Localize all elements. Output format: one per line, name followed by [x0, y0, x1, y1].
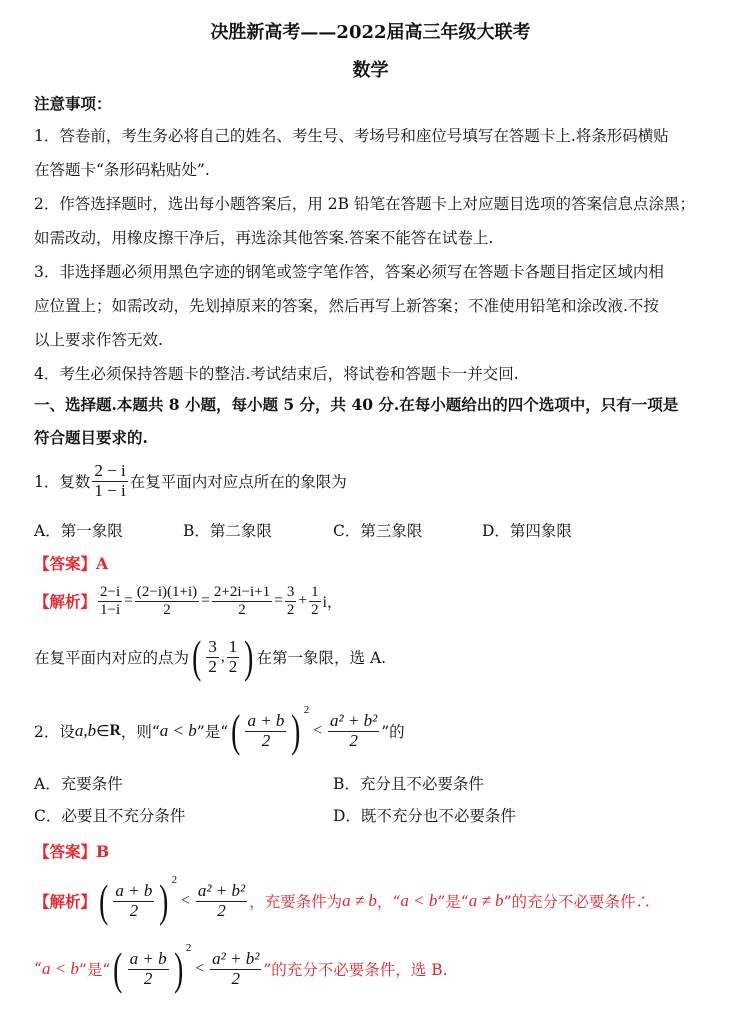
numerator: 2+2i−i+1	[213, 584, 271, 600]
notice-line: 应位置上；如需改动，先划掉原来的答案，然后再写上新答案；不准使用铅笔和涂改液.不按	[34, 297, 659, 315]
neq-expr: a ≠ b	[468, 891, 504, 910]
step-fraction	[212, 584, 272, 618]
numerator: (2−i)(1+i)	[136, 584, 198, 600]
rhs-fraction	[328, 712, 379, 750]
numerator: 2 − i	[94, 461, 126, 480]
answer-label: 【答案】B	[34, 842, 110, 861]
comma: ,	[220, 648, 225, 665]
step-fraction	[309, 584, 321, 618]
denominator: 2	[311, 601, 319, 618]
lhs-fraction	[113, 882, 154, 920]
numerator: 1	[311, 584, 319, 600]
denominator: 2	[143, 968, 153, 988]
denominator: 2	[349, 730, 358, 750]
exponent: 2	[171, 874, 178, 886]
equals: =	[274, 592, 283, 609]
denominator: 2	[129, 900, 139, 920]
q1-prefix: 1．复数	[34, 473, 91, 492]
q1-suffix: 在复平面内对应点所在的象限为	[129, 473, 347, 492]
equals: =	[201, 592, 210, 609]
analysis-label: 【解析】	[34, 592, 97, 611]
section-heading: 符合题目要求的.	[34, 428, 148, 447]
step-fraction	[98, 584, 122, 618]
mid: ”是“	[196, 723, 229, 741]
denominator: 2	[228, 656, 238, 676]
denominator: 2	[231, 968, 240, 988]
end: ”的	[381, 723, 405, 741]
denominator: 2	[261, 730, 271, 750]
numerator: 3	[286, 584, 295, 600]
point-x	[206, 638, 219, 676]
page-title: 决胜新高考——2022届高三年级大联考	[210, 22, 531, 43]
option-b: B．第二象限	[183, 522, 272, 540]
numerator: a + b	[247, 710, 285, 730]
mid: ”是“	[78, 961, 111, 979]
analysis-label: 【解析】	[34, 892, 97, 911]
notice-line: 如需改动，用橡皮擦干净后，再选涂其他答案.答案不能答在试卷上.	[34, 229, 494, 247]
q1-fraction	[92, 462, 127, 500]
analysis-text: ”是“	[437, 893, 469, 911]
notice-line: 在答题卡“条形码粘贴处”.	[34, 161, 210, 179]
notice-line: 以上要求作答无效.	[34, 331, 163, 349]
numerator: a² + b²	[197, 880, 246, 900]
condition-1: a < b	[400, 891, 438, 910]
lhs-fraction	[128, 950, 169, 988]
paren-right: )	[173, 943, 183, 994]
condition-1: a < b	[159, 721, 197, 740]
paren-left: (	[99, 875, 109, 926]
numerator: 2−i	[100, 584, 121, 600]
q2-analysis	[34, 874, 651, 926]
option-c: C．第三象限	[333, 522, 423, 540]
less-than: <	[181, 892, 190, 909]
paren-left: (	[192, 631, 202, 682]
notice-line: 1．答卷前，考生务必将自己的姓名、考生号、考场号和座位号填写在答题卡上.将条形码横贴	[34, 127, 669, 145]
plus: +	[298, 592, 308, 609]
paren-right: )	[159, 875, 169, 926]
option-b: B．充分且不必要条件	[333, 775, 484, 793]
q1-analysis	[34, 584, 342, 618]
numerator: a + b	[129, 948, 167, 968]
exponent: 2	[185, 942, 192, 954]
sep: ，则“	[120, 723, 160, 741]
step-fraction	[285, 584, 297, 618]
denominator: 2	[238, 601, 246, 618]
numerator: a + b	[115, 880, 153, 900]
section-heading: 一、选择题.本题共 8 小题，每小题 5 分，共 40 分.在每小题给出的四个选项中，只有一项是	[34, 395, 679, 414]
less-than: <	[313, 722, 323, 739]
analysis-text: ”的充分不必要条件∴	[503, 893, 651, 911]
denominator: 1 − i	[94, 480, 126, 500]
numerator: 1	[228, 636, 238, 656]
paren-left: (	[231, 705, 241, 756]
q2-prefix: 2．设	[34, 723, 75, 741]
analysis-text: ，“	[376, 893, 401, 911]
less-than: <	[195, 960, 205, 977]
rhs-fraction	[196, 882, 247, 920]
notice-line: 2．作答选择题时，选出每小题答案后，用 2B 铅笔在答题卡上对应题目选项的答案信息点涂黑；	[34, 195, 695, 213]
option-c: C．必要且不充分条件	[34, 807, 186, 825]
condition-1: a < b	[41, 959, 79, 978]
notice-line: 3．非选择题必须用黑色字迹的钢笔或签字笔作答，答案必须写在答题卡各题目指定区域内相	[34, 263, 664, 281]
option-d: D．既不充分也不必要条件	[333, 807, 516, 825]
subject-title: 数学	[352, 60, 389, 81]
imag-suffix: i，	[322, 594, 343, 611]
denominator: 2	[217, 900, 226, 920]
option-a: A．第一象限	[34, 522, 123, 540]
conclusion-end: ”的充分不必要条件，选 B.	[263, 961, 448, 979]
question-2	[34, 704, 405, 756]
point-y	[227, 638, 240, 676]
lhs-fraction	[245, 712, 286, 750]
denominator: 2	[286, 601, 295, 618]
paren-left: (	[113, 943, 123, 994]
numerator: 3	[208, 636, 217, 656]
notice-line: 4．考生必须保持答题卡的整洁.考试结束后，将试卷和答题卡一并交回.	[34, 365, 519, 383]
notice-heading: 注意事项：	[34, 94, 112, 113]
numerator: a² + b²	[212, 948, 260, 968]
step-fraction	[135, 584, 199, 618]
quote-open: “	[34, 960, 42, 978]
paren-right: )	[291, 705, 301, 756]
q1-conclusion	[34, 631, 387, 682]
answer-label: 【答案】A	[34, 554, 109, 573]
conclusion-prefix: 在复平面内对应的点为	[34, 649, 190, 667]
vars: a,b	[74, 721, 97, 740]
in-symbol: ∈	[96, 722, 110, 740]
paren-right: )	[244, 631, 254, 682]
exponent: 2	[303, 704, 310, 716]
numerator: a² + b²	[330, 710, 378, 730]
option-a: A．充要条件	[34, 775, 123, 793]
question-1	[34, 462, 347, 500]
q2-conclusion	[34, 942, 448, 994]
neq-expr: a ≠ b	[342, 891, 377, 910]
rhs-fraction	[210, 950, 261, 988]
denominator: 1−i	[100, 601, 121, 618]
analysis-text: ，充要条件为	[249, 893, 343, 911]
option-d: D．第四象限	[482, 522, 572, 540]
denominator: 2	[208, 656, 217, 676]
equals: =	[124, 592, 133, 609]
reals: R	[109, 722, 121, 739]
denominator: 2	[163, 601, 171, 618]
conclusion-suffix: 在第一象限，选 A.	[256, 649, 387, 667]
